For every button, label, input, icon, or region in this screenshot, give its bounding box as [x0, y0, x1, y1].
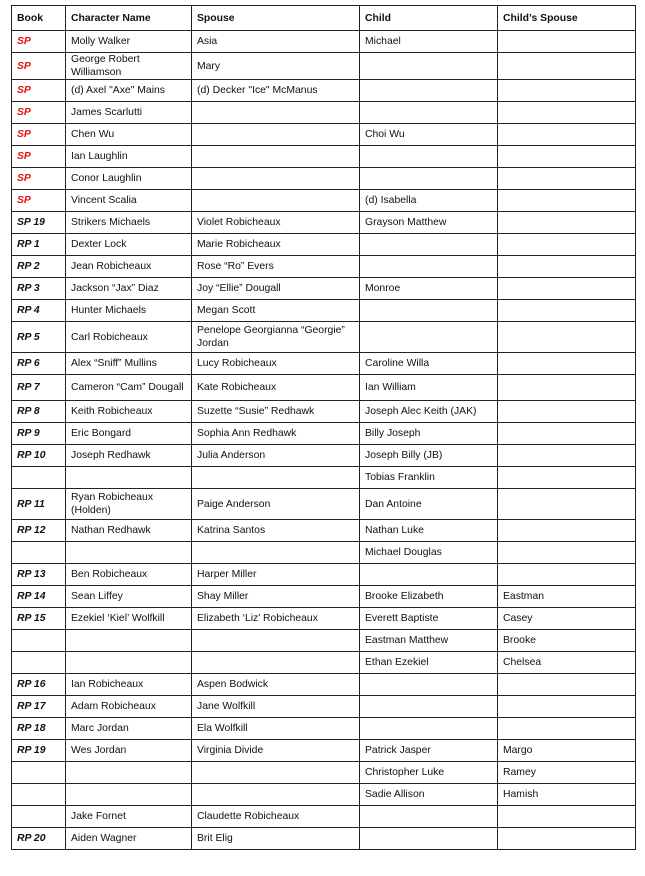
- character-name-cell: Ezekiel ‘Kiel’ Wolfkill: [66, 608, 192, 630]
- header-row: [12, 6, 636, 31]
- book-cell: RP 12: [12, 520, 66, 542]
- child-cell: Joseph Billy (JB): [360, 445, 498, 467]
- spouse-cell: Aspen Bodwick: [192, 674, 360, 696]
- childs-spouse-cell: [498, 102, 636, 124]
- character-name-cell: [66, 784, 192, 806]
- childs-spouse-cell: [498, 489, 636, 520]
- childs-spouse-cell: Casey: [498, 608, 636, 630]
- character-name-cell: Jake Fornet: [66, 806, 192, 828]
- childs-spouse-cell: [498, 520, 636, 542]
- spouse-cell: Sophia Ann Redhawk: [192, 423, 360, 445]
- character-name-cell: [66, 762, 192, 784]
- childs-spouse-cell: Ramey: [498, 762, 636, 784]
- childs-spouse-cell: [498, 300, 636, 322]
- table-row: [12, 124, 636, 146]
- childs-spouse-cell: [498, 718, 636, 740]
- child-cell: [360, 322, 498, 353]
- book-cell: RP 3: [12, 278, 66, 300]
- spouse-cell: Rose “Ro” Evers: [192, 256, 360, 278]
- child-cell: Christopher Luke: [360, 762, 498, 784]
- book-cell: SP: [12, 31, 66, 53]
- child-cell: Everett Baptiste: [360, 608, 498, 630]
- character-name-cell: Sean Liffey: [66, 586, 192, 608]
- childs-spouse-cell: [498, 806, 636, 828]
- character-name-cell: Hunter Michaels: [66, 300, 192, 322]
- table-row: [12, 375, 636, 401]
- header-spouse: Spouse: [192, 6, 360, 31]
- childs-spouse-cell: Eastman: [498, 586, 636, 608]
- child-cell: [360, 80, 498, 102]
- table-row: [12, 608, 636, 630]
- character-name-cell: Dexter Lock: [66, 234, 192, 256]
- book-cell: [12, 762, 66, 784]
- character-name-cell: [66, 630, 192, 652]
- spouse-cell: Shay Miller: [192, 586, 360, 608]
- character-name-cell: Ian Robicheaux: [66, 674, 192, 696]
- table-row: [12, 630, 636, 652]
- character-name-cell: Joseph Redhawk: [66, 445, 192, 467]
- childs-spouse-cell: [498, 146, 636, 168]
- table-row: [12, 564, 636, 586]
- spouse-cell: Virginia Divide: [192, 740, 360, 762]
- childs-spouse-cell: [498, 696, 636, 718]
- book-cell: SP: [12, 80, 66, 102]
- child-cell: [360, 828, 498, 850]
- spouse-cell: Asia: [192, 31, 360, 53]
- character-name-cell: Vincent Scalia: [66, 190, 192, 212]
- book-cell: RP 14: [12, 586, 66, 608]
- spouse-cell: Ela Wolfkill: [192, 718, 360, 740]
- child-cell: [360, 674, 498, 696]
- character-name-cell: Nathan Redhawk: [66, 520, 192, 542]
- childs-spouse-cell: [498, 401, 636, 423]
- character-name-cell: Ian Laughlin: [66, 146, 192, 168]
- child-cell: [360, 53, 498, 80]
- character-name-cell: Carl Robicheaux: [66, 322, 192, 353]
- spouse-cell: [192, 630, 360, 652]
- spouse-cell: Marie Robicheaux: [192, 234, 360, 256]
- character-table: [11, 5, 636, 850]
- character-name-cell: Strikers Michaels: [66, 212, 192, 234]
- table-row: [12, 718, 636, 740]
- child-cell: [360, 300, 498, 322]
- character-name-cell: (d) Axel "Axe" Mains: [66, 80, 192, 102]
- table-row: [12, 401, 636, 423]
- child-cell: Ian William: [360, 375, 498, 401]
- document-page: [11, 5, 635, 850]
- childs-spouse-cell: [498, 190, 636, 212]
- book-cell: RP 10: [12, 445, 66, 467]
- spouse-cell: [192, 762, 360, 784]
- childs-spouse-cell: [498, 423, 636, 445]
- spouse-cell: Elizabeth ‘Liz’ Robicheaux: [192, 608, 360, 630]
- childs-spouse-cell: Chelsea: [498, 652, 636, 674]
- childs-spouse-cell: [498, 31, 636, 53]
- childs-spouse-cell: Brooke: [498, 630, 636, 652]
- book-cell: SP: [12, 168, 66, 190]
- character-name-cell: [66, 652, 192, 674]
- table-row: [12, 80, 636, 102]
- table-row: [12, 212, 636, 234]
- child-cell: Joseph Alec Keith (JAK): [360, 401, 498, 423]
- table-row: [12, 278, 636, 300]
- character-name-cell: Ryan Robicheaux (Holden): [66, 489, 192, 520]
- book-cell: SP 19: [12, 212, 66, 234]
- child-cell: Grayson Matthew: [360, 212, 498, 234]
- character-name-cell: Conor Laughlin: [66, 168, 192, 190]
- spouse-cell: Jane Wolfkill: [192, 696, 360, 718]
- spouse-cell: Brit Elig: [192, 828, 360, 850]
- child-cell: Dan Antoine: [360, 489, 498, 520]
- book-cell: RP 5: [12, 322, 66, 353]
- character-name-cell: Alex “Sniff” Mullins: [66, 353, 192, 375]
- child-cell: Tobias Franklin: [360, 467, 498, 489]
- table-row: [12, 234, 636, 256]
- character-name-cell: Wes Jordan: [66, 740, 192, 762]
- character-name-cell: James Scarlutti: [66, 102, 192, 124]
- child-cell: Patrick Jasper: [360, 740, 498, 762]
- table-row: [12, 190, 636, 212]
- book-cell: [12, 806, 66, 828]
- child-cell: [360, 256, 498, 278]
- book-cell: RP 9: [12, 423, 66, 445]
- book-cell: RP 4: [12, 300, 66, 322]
- book-cell: [12, 784, 66, 806]
- table-row: [12, 53, 636, 80]
- childs-spouse-cell: [498, 542, 636, 564]
- book-cell: [12, 467, 66, 489]
- child-cell: Eastman Matthew: [360, 630, 498, 652]
- character-name-cell: George Robert Williamson: [66, 53, 192, 80]
- book-cell: RP 18: [12, 718, 66, 740]
- table-row: [12, 322, 636, 353]
- book-cell: RP 8: [12, 401, 66, 423]
- spouse-cell: Joy “Ellie” Dougall: [192, 278, 360, 300]
- table-row: [12, 806, 636, 828]
- table-row: [12, 586, 636, 608]
- child-cell: [360, 564, 498, 586]
- table-row: [12, 467, 636, 489]
- spouse-cell: Megan Scott: [192, 300, 360, 322]
- book-cell: SP: [12, 102, 66, 124]
- character-name-cell: Ben Robicheaux: [66, 564, 192, 586]
- book-cell: [12, 630, 66, 652]
- book-cell: SP: [12, 53, 66, 80]
- spouse-cell: [192, 146, 360, 168]
- book-cell: RP 15: [12, 608, 66, 630]
- table-row: [12, 445, 636, 467]
- spouse-cell: Julia Anderson: [192, 445, 360, 467]
- book-cell: RP 7: [12, 375, 66, 401]
- child-cell: Nathan Luke: [360, 520, 498, 542]
- child-cell: [360, 234, 498, 256]
- book-cell: RP 11: [12, 489, 66, 520]
- book-cell: SP: [12, 146, 66, 168]
- childs-spouse-cell: [498, 445, 636, 467]
- child-cell: [360, 168, 498, 190]
- table-row: [12, 784, 636, 806]
- character-name-cell: [66, 542, 192, 564]
- spouse-cell: Katrina Santos: [192, 520, 360, 542]
- childs-spouse-cell: [498, 564, 636, 586]
- table-row: [12, 740, 636, 762]
- child-cell: Billy Joseph: [360, 423, 498, 445]
- book-cell: [12, 652, 66, 674]
- character-name-cell: Chen Wu: [66, 124, 192, 146]
- spouse-cell: Lucy Robicheaux: [192, 353, 360, 375]
- table-row: [12, 168, 636, 190]
- childs-spouse-cell: [498, 375, 636, 401]
- table-row: [12, 146, 636, 168]
- book-cell: RP 17: [12, 696, 66, 718]
- child-cell: Choi Wu: [360, 124, 498, 146]
- childs-spouse-cell: [498, 674, 636, 696]
- childs-spouse-cell: [498, 53, 636, 80]
- table-row: [12, 31, 636, 53]
- character-name-cell: Jackson “Jax” Diaz: [66, 278, 192, 300]
- childs-spouse-cell: [498, 322, 636, 353]
- child-cell: [360, 718, 498, 740]
- spouse-cell: [192, 784, 360, 806]
- childs-spouse-cell: Hamish: [498, 784, 636, 806]
- spouse-cell: [192, 124, 360, 146]
- spouse-cell: [192, 542, 360, 564]
- spouse-cell: Claudette Robicheaux: [192, 806, 360, 828]
- character-name-cell: Aiden Wagner: [66, 828, 192, 850]
- header-character-name: Character Name: [66, 6, 192, 31]
- spouse-cell: [192, 652, 360, 674]
- child-cell: Sadie Allison: [360, 784, 498, 806]
- table-row: [12, 542, 636, 564]
- table-row: [12, 652, 636, 674]
- table-row: [12, 102, 636, 124]
- book-cell: RP 16: [12, 674, 66, 696]
- book-cell: RP 19: [12, 740, 66, 762]
- child-cell: Michael: [360, 31, 498, 53]
- table-row: [12, 489, 636, 520]
- book-cell: SP: [12, 190, 66, 212]
- childs-spouse-cell: Margo: [498, 740, 636, 762]
- table-row: [12, 762, 636, 784]
- character-name-cell: Marc Jordan: [66, 718, 192, 740]
- table-row: [12, 300, 636, 322]
- header-childs-spouse: Child’s Spouse: [498, 6, 636, 31]
- child-cell: Monroe: [360, 278, 498, 300]
- book-cell: RP 6: [12, 353, 66, 375]
- table-row: [12, 828, 636, 850]
- spouse-cell: Harper Miller: [192, 564, 360, 586]
- book-cell: RP 1: [12, 234, 66, 256]
- header-child: Child: [360, 6, 498, 31]
- book-cell: [12, 542, 66, 564]
- spouse-cell: [192, 467, 360, 489]
- table-row: [12, 520, 636, 542]
- table-row: [12, 423, 636, 445]
- childs-spouse-cell: [498, 353, 636, 375]
- spouse-cell: [192, 102, 360, 124]
- book-cell: RP 13: [12, 564, 66, 586]
- character-name-cell: Eric Bongard: [66, 423, 192, 445]
- character-name-cell: Adam Robicheaux: [66, 696, 192, 718]
- table-row: [12, 256, 636, 278]
- child-cell: Ethan Ezekiel: [360, 652, 498, 674]
- header-book: Book: [12, 6, 66, 31]
- spouse-cell: Paige Anderson: [192, 489, 360, 520]
- child-cell: [360, 146, 498, 168]
- childs-spouse-cell: [498, 467, 636, 489]
- childs-spouse-cell: [498, 256, 636, 278]
- child-cell: [360, 696, 498, 718]
- character-name-cell: [66, 467, 192, 489]
- child-cell: Michael Douglas: [360, 542, 498, 564]
- spouse-cell: Penelope Georgianna “Georgie” Jordan: [192, 322, 360, 353]
- childs-spouse-cell: [498, 278, 636, 300]
- child-cell: (d) Isabella: [360, 190, 498, 212]
- spouse-cell: (d) Decker "Ice" McManus: [192, 80, 360, 102]
- character-name-cell: Cameron “Cam” Dougall: [66, 375, 192, 401]
- spouse-cell: Suzette “Susie” Redhawk: [192, 401, 360, 423]
- table-row: [12, 353, 636, 375]
- childs-spouse-cell: [498, 80, 636, 102]
- spouse-cell: Kate Robicheaux: [192, 375, 360, 401]
- spouse-cell: [192, 168, 360, 190]
- character-name-cell: Jean Robicheaux: [66, 256, 192, 278]
- table-row: [12, 674, 636, 696]
- child-cell: [360, 102, 498, 124]
- table-body: [12, 31, 636, 850]
- book-cell: RP 20: [12, 828, 66, 850]
- child-cell: Caroline Willa: [360, 353, 498, 375]
- child-cell: Brooke Elizabeth: [360, 586, 498, 608]
- spouse-cell: [192, 190, 360, 212]
- childs-spouse-cell: [498, 828, 636, 850]
- character-name-cell: Molly Walker: [66, 31, 192, 53]
- childs-spouse-cell: [498, 168, 636, 190]
- spouse-cell: Mary: [192, 53, 360, 80]
- character-name-cell: Keith Robicheaux: [66, 401, 192, 423]
- child-cell: [360, 806, 498, 828]
- book-cell: SP: [12, 124, 66, 146]
- childs-spouse-cell: [498, 124, 636, 146]
- childs-spouse-cell: [498, 212, 636, 234]
- book-cell: RP 2: [12, 256, 66, 278]
- childs-spouse-cell: [498, 234, 636, 256]
- spouse-cell: Violet Robicheaux: [192, 212, 360, 234]
- table-row: [12, 696, 636, 718]
